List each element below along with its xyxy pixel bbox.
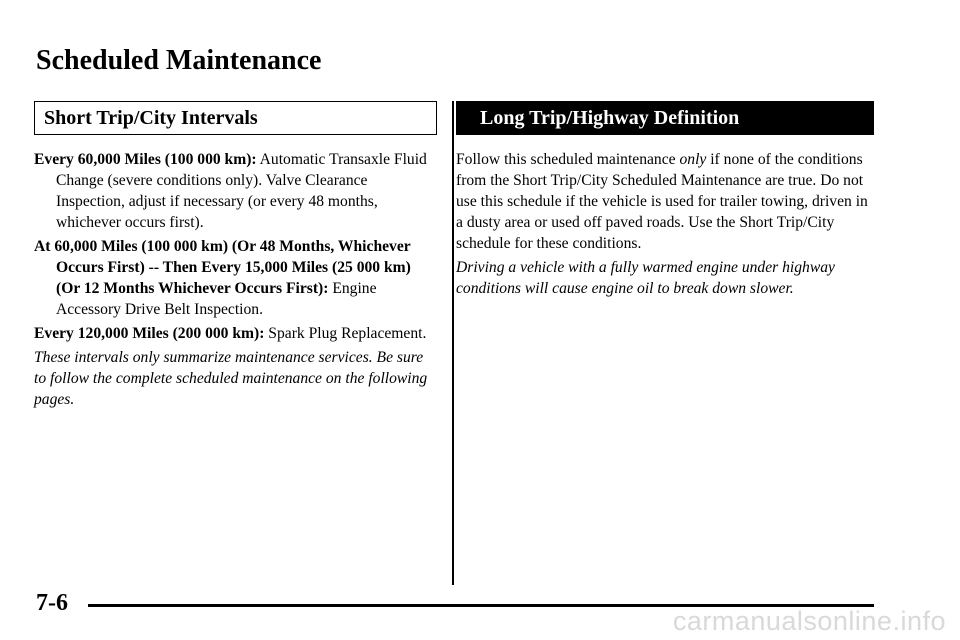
short-trip-content xyxy=(34,149,437,410)
interval-entry xyxy=(34,323,437,344)
right-column xyxy=(456,101,874,302)
page-title: Scheduled Maintenance xyxy=(36,45,322,76)
section-heading-long-trip: Long Trip/Highway Definition xyxy=(456,101,874,135)
interval-text: Engine Accessory Drive Belt Inspection. xyxy=(56,280,377,318)
interval-entry xyxy=(34,236,437,320)
definition-text-end: if none of the conditions from the Short Trip/City Scheduled Maintenance are true. Do not use this schedule if the vehicle is used for trailer towing, driven in a dusty area or used off paved roads. Use the Short Trip/City schedule for these conditions. xyxy=(456,151,868,252)
interval-label: At 60,000 Miles (100 000 km) (Or 48 Months, Whichever Occurs First) -- Then Every 15,000 Miles (25 000 km) (Or 12 Months Whichever Occurs First): xyxy=(34,238,411,297)
site-watermark: carmanualsonline.info xyxy=(672,606,946,636)
section-heading-short-trip: Short Trip/City Intervals xyxy=(34,101,437,135)
highway-note: Driving a vehicle with a fully warmed engine under highway conditions will cause engine oil to break down slower. xyxy=(456,259,835,297)
column-divider xyxy=(452,101,454,585)
interval-entry xyxy=(34,149,437,233)
interval-label: Every 60,000 Miles (100 000 km): xyxy=(34,151,257,168)
long-trip-content xyxy=(456,149,874,299)
definition-paragraph xyxy=(456,149,874,254)
interval-label: Every 120,000 Miles (200 000 km): xyxy=(34,325,265,342)
interval-text: Automatic Transaxle Fluid Change (severe conditions only). Valve Clearance Inspection, adjust if necessary (or every 48 months, whichever occurs first). xyxy=(56,151,427,231)
definition-text-start: Follow this scheduled maintenance xyxy=(456,151,680,168)
definition-emphasis: only xyxy=(679,151,707,168)
interval-text: Spark Plug Replacement. xyxy=(264,325,427,342)
intervals-note: These intervals only summarize maintenance services. Be sure to follow the complete scheduled maintenance on the following pages. xyxy=(34,349,428,408)
left-column xyxy=(34,101,437,410)
page-number: 7-6 xyxy=(36,590,68,616)
